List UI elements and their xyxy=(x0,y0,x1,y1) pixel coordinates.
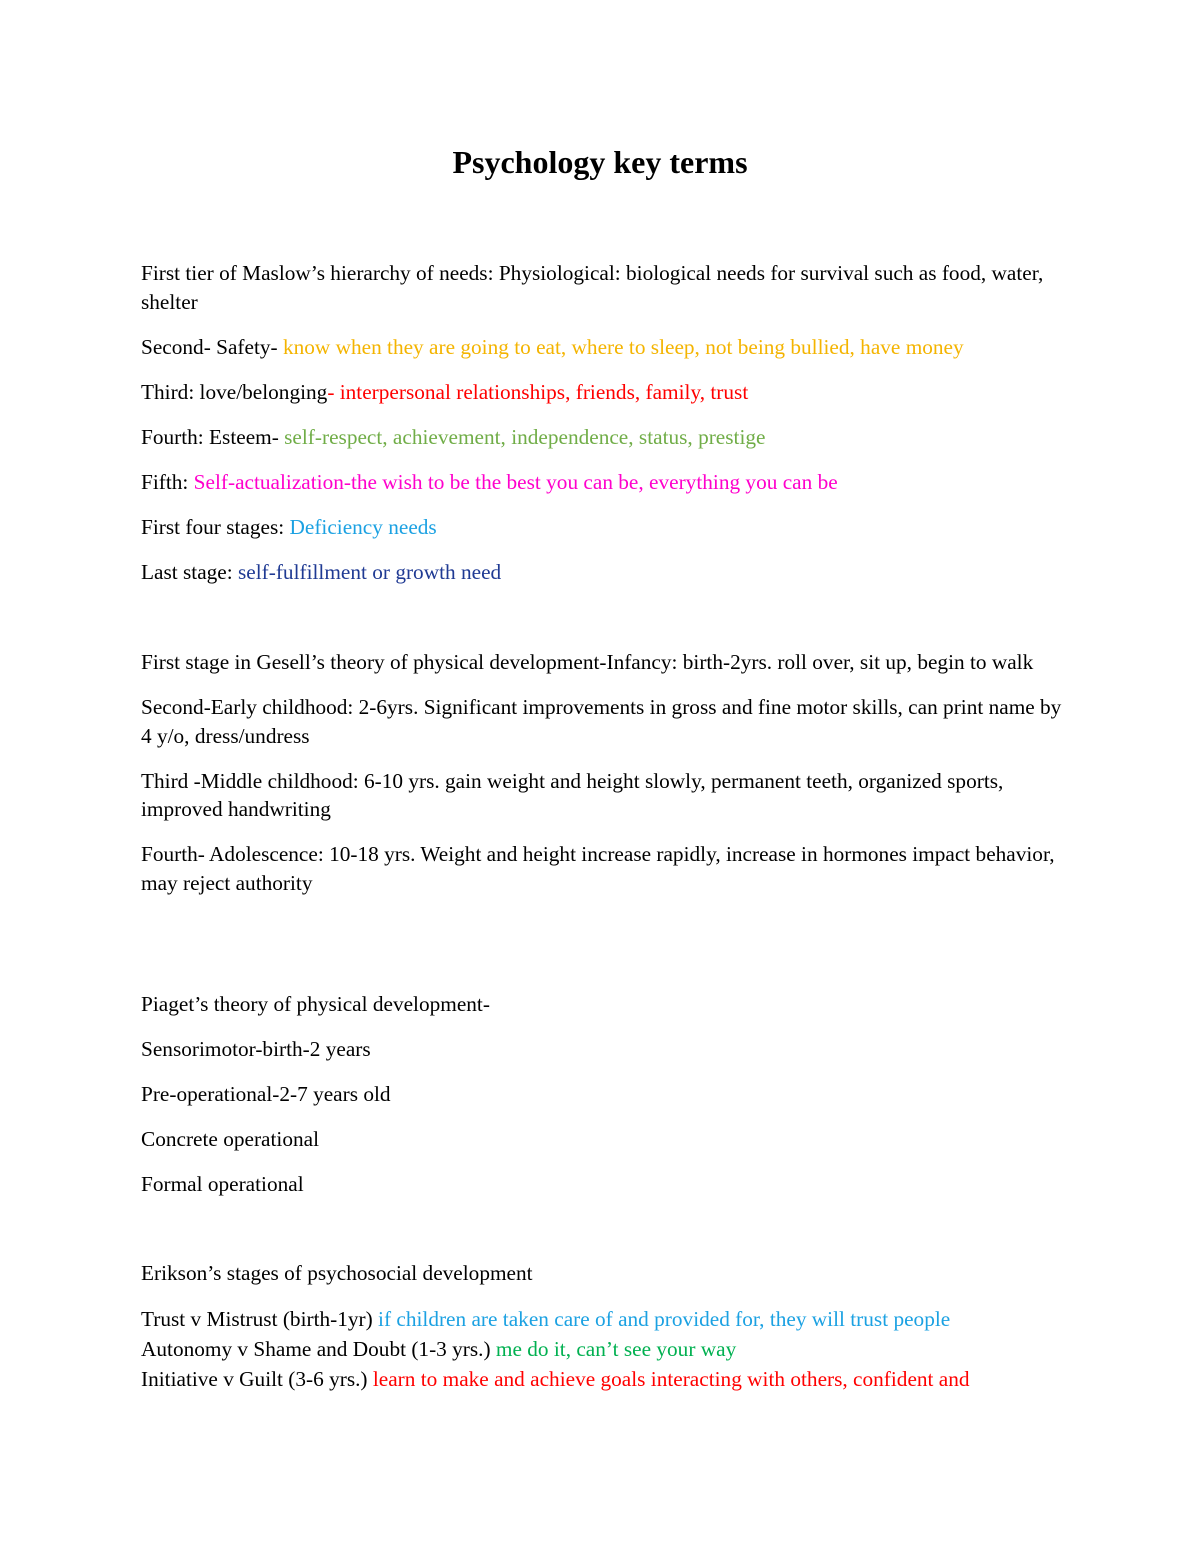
maslow-item-7 xyxy=(141,558,1071,587)
page-title: Psychology key terms xyxy=(452,144,748,180)
maslow-item-4 xyxy=(141,423,1071,452)
maslow-item-4-label: Fourth: Esteem- xyxy=(141,424,285,449)
gesell-item-1: First stage in Gesell’s theory of physical development-Infancy: birth-2yrs. roll over, sit up, begin to walk xyxy=(141,650,1034,674)
maslow-item-5-label: Fifth: xyxy=(141,469,194,494)
erikson-item-1-label: Trust v Mistrust (birth-1yr) xyxy=(141,1307,379,1331)
erikson-item-3-label: Initiative v Guilt (3-6 yrs.) xyxy=(141,1367,373,1391)
gesell-item-4: Fourth- Adolescence: 10-18 yrs. Weight and height increase rapidly, increase in hormones impact behavior, may reject authority xyxy=(141,842,1055,895)
maslow-item-2-label: Second- Safety- xyxy=(141,334,283,359)
erikson-item-3-detail: learn to make and achieve goals interacting with others, confident and xyxy=(372,1367,970,1391)
erikson-item-3 xyxy=(141,1364,1071,1394)
erikson-item-2-label: Autonomy v Shame and Doubt (1-3 yrs.) xyxy=(141,1337,496,1361)
maslow-item-7-detail: self-fulfillment or growth need xyxy=(238,559,502,584)
piaget-item-1: Sensorimotor-birth-2 years xyxy=(141,1037,371,1061)
maslow-item-6-label: First four stages: xyxy=(141,514,290,539)
maslow-item-2 xyxy=(141,333,1071,362)
maslow-item-5 xyxy=(141,468,1071,497)
erikson-item-1-detail: if children are taken care of and provided for, they will trust people xyxy=(378,1307,951,1331)
maslow-item-1 xyxy=(141,259,1071,316)
erikson-list xyxy=(141,1304,1071,1394)
gesell-item-3: Third -Middle childhood: 6-10 yrs. gain weight and height slowly, permanent teeth, organized sports, improved handwriting xyxy=(141,768,1004,821)
piaget-heading: Piaget’s theory of physical development- xyxy=(141,992,490,1016)
maslow-item-7-label: Last stage: xyxy=(141,559,238,584)
maslow-item-6 xyxy=(141,513,1071,542)
piaget-item-3: Concrete operational xyxy=(141,1127,319,1151)
maslow-item-6-detail: Deficiency needs xyxy=(289,514,437,539)
piaget-item-2: Pre-operational-2-7 years old xyxy=(141,1082,391,1106)
piaget-section xyxy=(141,990,1071,1215)
maslow-item-5-detail: Self-actualization-the wish to be the best you can be, everything you can be xyxy=(193,469,838,494)
maslow-item-2-detail: know when they are going to eat, where to sleep, not being bullied, have money xyxy=(282,334,964,359)
maslow-item-3-detail: - interpersonal relationships, friends, family, trust xyxy=(327,379,749,404)
erikson-item-2 xyxy=(141,1334,1071,1364)
gesell-item-2: Second-Early childhood: 2-6yrs. Significant improvements in gross and fine motor skills, can print name by 4 y/o, dress/undress xyxy=(141,695,1062,748)
erikson-item-2-detail: me do it, can’t see your way xyxy=(495,1337,737,1361)
maslow-section xyxy=(141,259,1071,603)
maslow-item-4-detail: self-respect, achievement, independence, status, prestige xyxy=(284,424,766,449)
erikson-heading: Erikson’s stages of psychosocial development xyxy=(141,1261,533,1285)
maslow-item-1-label: First tier of Maslow’s hierarchy of needs: Physiological: biological needs for survival such as food, water, shelter xyxy=(141,261,1044,314)
erikson-item-1 xyxy=(141,1304,1071,1334)
erikson-section xyxy=(141,1259,1071,1394)
maslow-item-3 xyxy=(141,378,1071,407)
maslow-item-3-label: Third: love/belonging xyxy=(141,379,328,404)
piaget-item-4: Formal operational xyxy=(141,1172,304,1196)
gesell-section xyxy=(141,648,1071,914)
